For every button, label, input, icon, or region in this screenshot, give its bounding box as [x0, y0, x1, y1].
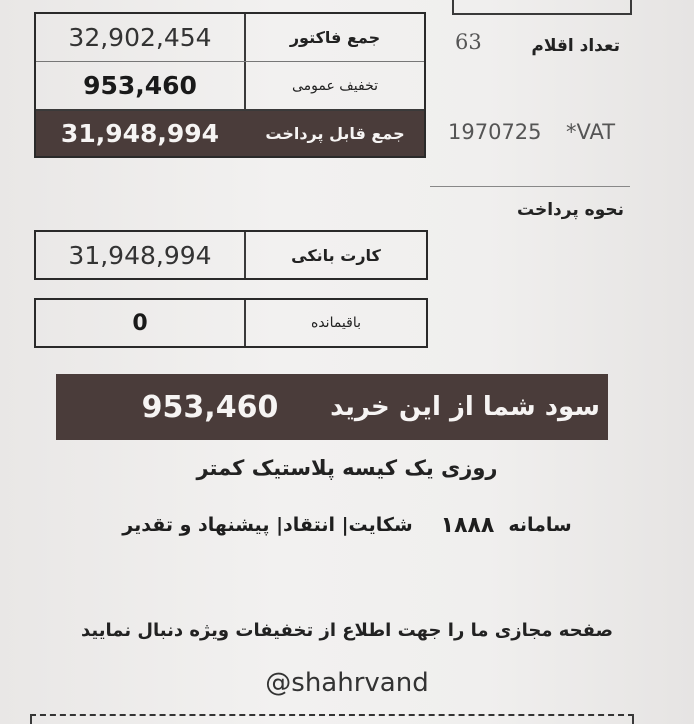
bank-card-label: کارت بانکی: [291, 245, 381, 265]
summary-table: [34, 12, 426, 158]
hotline-number: ۱۸۸۸: [440, 512, 495, 538]
vat-value: 1970725: [448, 120, 542, 144]
item-count-value: 63: [455, 30, 482, 54]
hotline-name: سامانه: [508, 514, 572, 536]
bank-card-row: [34, 230, 428, 280]
remaining-value: 0: [132, 310, 148, 336]
vat-label: VAT*: [566, 120, 616, 144]
bottom-dashed-separator: [30, 714, 634, 716]
invoice-total-label: جمع فاکتور: [289, 28, 381, 47]
social-handle[interactable]: @shahrvand: [265, 668, 429, 698]
top-rule: [452, 13, 632, 15]
invoice-total-value: 32,902,454: [68, 23, 212, 52]
payment-method-label: نحوه پرداخت: [516, 200, 624, 220]
hotline-line: [90, 510, 604, 540]
general-discount-value: 953,460: [83, 71, 197, 100]
savings-value: 953,460: [141, 389, 279, 425]
item-count-label: تعداد اقلام: [531, 36, 620, 56]
side-rule: [430, 186, 630, 187]
hotline-description: شکایت| انتقاد| پیشنهاد و تقدیر: [122, 514, 413, 536]
bottom-left-tick: [30, 714, 32, 724]
remaining-row: [34, 298, 428, 348]
bottom-right-tick: [632, 714, 634, 724]
top-divider-left: [452, 0, 454, 14]
slogan-text: روزی یک کیسه پلاستیک کمتر: [196, 456, 498, 480]
savings-label: سود شما از این خرید: [330, 392, 600, 422]
general-discount-label: تخفیف عمومی: [291, 77, 379, 94]
social-text: صفحه مجازی ما را جهت اطلاع از تخفیفات ویژه دنبال نمایید: [80, 620, 614, 641]
top-divider-right: [630, 0, 632, 14]
payable-total-value: 31,948,994: [60, 119, 220, 148]
bank-card-value: 31,948,994: [68, 240, 212, 270]
payable-total-label: جمع قابل پرداخت: [265, 124, 405, 143]
remaining-label: باقیمانده: [310, 315, 362, 331]
